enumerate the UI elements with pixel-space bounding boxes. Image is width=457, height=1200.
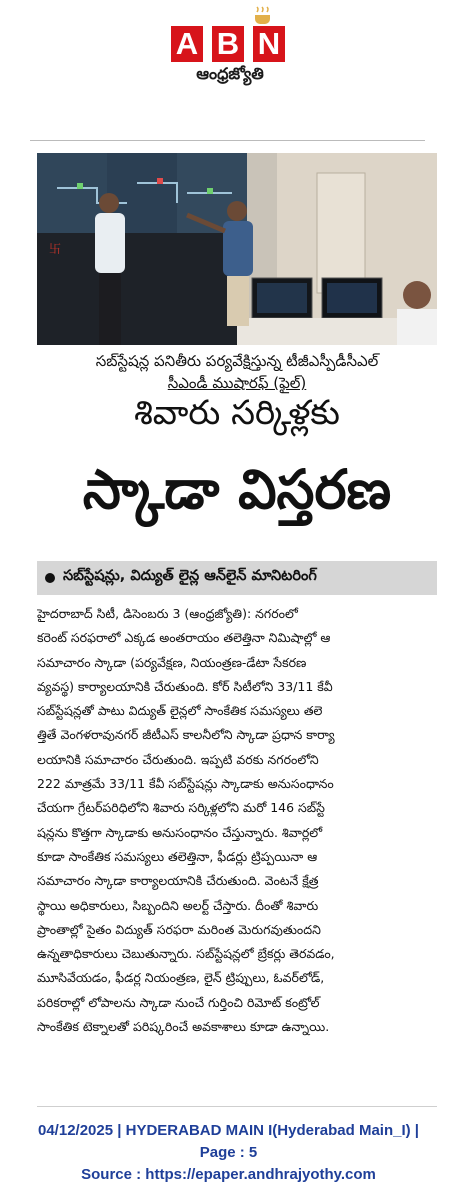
page-footer [0,1120,457,1186]
control-room-photo-icon [37,153,437,345]
headline-main: స్కాడా విస్తరణ [82,458,392,521]
svg-text:卐: 卐 [49,242,62,256]
footer-edition-line: 04/12/2025 | HYDERABAD MAIN I(Hyderabad Main_I) | [38,1122,419,1139]
body-line: సాంకేతిక టెక్నాలతో పరిష్కరించే అవకాశాలు కూడా ఉన్నాయి. [37,1019,330,1035]
logo-letter-n: N [253,26,285,62]
headline-kicker: శివారు సర్కిళ్లకు [134,393,340,433]
bullet-icon [45,573,55,583]
article-top-rule [30,140,425,141]
body-line: కరెంట్ సరఫరాలో ఎక్కడ అంతరాయం తలెత్తినా నిమిషాల్లో ఆ [37,630,331,646]
body-line: కూడా సాంకేతిక సమస్యలు తలెత్తినా, ఫీడర్లు ట్రిప్పయినా ఆ [37,848,318,864]
body-line: ఉన్నతాధికారులు చెబుతున్నారు. సబ్‌స్టేషన్లలో బ్రేకర్లు తెరవడం, [37,946,335,962]
body-line: వ్యవస్థ) కార్యాలయానికి చేరుతుంది. కోర్ సిటీలోని 33/11 కేవీ [37,678,333,694]
logo-subtitle: ఆంధ్రజ్యోతి [196,64,264,83]
body-line: ప్రాంతాల్లో సైతం విద్యుత్ సరఫరా మరింత మెరుగవుతుందని [37,921,321,937]
body-line: స్థాయి అధికారులు, సిబ్బందిని అలర్ట్ చేస్తారు. దీంతో శివారు [37,897,319,913]
body-line: త్తితే వెంగళరావునగర్ జీటీఎస్ కాలనీలోని స్కాడా ప్రధాన కార్యా [37,727,335,743]
footer-page-line: Page : 5 [199,1144,258,1161]
body-line: మూసివేయడం, ఫీడర్ల నియంత్రణ, లైన్ ట్రిప్పులు, ఓవర్‌లోడ్, [37,970,325,986]
body-line: సమాచారం స్కాడా (పర్యవేక్షణ, నియంత్రణ-డేటా సేకరణ [37,654,307,670]
coffee-cup-icon [252,6,274,26]
body-line: 222 మాత్రమే 33/11 కేవీ సబ్‌స్టేషన్లు స్కాడాకు అనుసంధానం [37,776,334,792]
caption-line-1: సబ్‌స్టేషన్ల పనితీరు పర్యవేక్షిస్తున్న టీజీఎస్పీడీసీఎల్ [95,352,379,370]
footer-divider [37,1106,437,1107]
logo-letter-b: B [212,26,244,62]
body-line: షన్లను కొత్తగా స్కాడాకు అనుసంధానం చేస్తున్నారు. శివార్లలో [37,824,323,840]
body-line: లయానికి సమాచారం చేరుతుంది. ఇప్పటి వరకు నగరంలోని [37,751,319,767]
subheadline-text: సబ్‌స్టేషన్లు, విద్యుత్ లైన్ల ఆన్‌లైన్ మానిటరింగ్ [63,568,317,584]
logo-letter-a: A [171,26,203,62]
footer-source-link[interactable]: Source : https://epaper.andhrajyothy.com [81,1166,376,1183]
body-line: పరికరాల్లో లోపాలను స్కాడా నుంచే గుర్తించి రిమోట్ కంట్రోల్ [37,994,320,1010]
article-body [37,602,437,1039]
body-line: చేయగా గ్రేటర్‌పరిధిలోని శివారు సర్కిళ్లలోని మరో 146 సబ్‌స్టే [37,800,325,816]
subheadline [37,561,437,595]
caption-line-2: సీఎండీ ముషారఫ్ (ఫైల్) [167,374,307,392]
body-line: హైదరాబాద్ సిటీ, డిసెంబరు 3 (ఆంధ్రజ్యోతి): నగరంలో [37,606,298,621]
abn-andhrajyothy-logo [0,0,457,110]
body-line: సబ్‌స్టేషన్లతో పాటు విద్యుత్ లైన్లలో సాంకేతిక సమస్యలు తలె [37,703,323,719]
body-line: సమాచారం స్కాడా కార్యాలయానికి చేరుతుంది. వెంటనే క్షేత్ర [37,873,319,889]
